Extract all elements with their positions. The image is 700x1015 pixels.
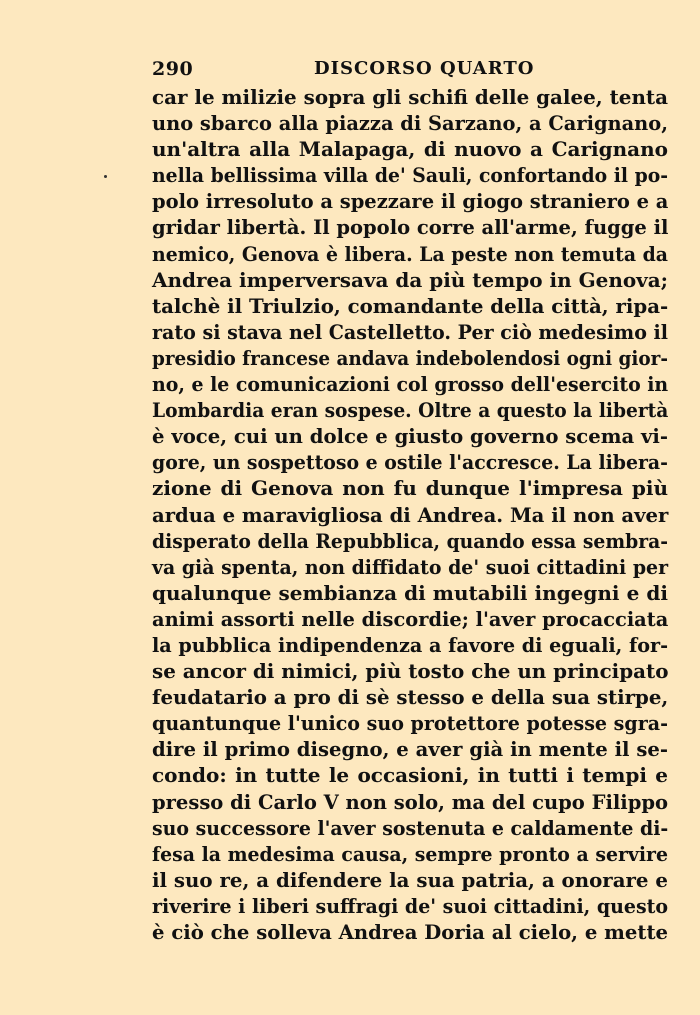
- text-line: car le milizie sopra gli schifi delle galee, tenta: [152, 85, 668, 109]
- margin-dot: [104, 175, 107, 178]
- page-header: [152, 58, 668, 86]
- text-line: suo successore l'aver sostenuta e caldamente di-: [152, 815, 669, 840]
- text-line: dire il primo disegno, e aver già in mente il se-: [152, 737, 669, 762]
- text-line: va già spenta, non diffidato de' suoi cittadini per: [152, 554, 669, 579]
- body-text: [152, 84, 668, 945]
- running-head: DISCORSO QUARTO: [314, 58, 535, 79]
- text-line: la pubblica indipendenza a favore di eguali, for-: [152, 632, 669, 657]
- text-line: gridar libertà. Il popolo corre all'arme, fugge il: [152, 215, 669, 240]
- text-line: nemico, Genova è libera. La peste non temuta da: [152, 241, 668, 266]
- text-line: no, e le comunicazioni col grosso dell'esercito in: [152, 372, 669, 397]
- text-line: il suo re, a difendere la sua patria, a onorare e: [152, 867, 668, 892]
- text-line: qualunque sembianza di mutabili ingegni e di: [152, 580, 668, 605]
- text-line: animi assorti nelle discordie; l'aver procacciata: [152, 606, 669, 631]
- text-line: gore, un sospettoso e ostile l'accresce. La libera-: [152, 450, 668, 475]
- text-line: è ciò che solleva Andrea Doria al cielo, e mette: [152, 920, 669, 944]
- text-line: Andrea imperversava da più tempo in Genova;: [152, 267, 669, 292]
- text-line: riverire i liberi suffragi de' suoi cittadini, questo: [152, 893, 669, 918]
- text-line: presso di Carlo V non solo, ma del cupo Filippo: [152, 789, 668, 814]
- text-line: condo: in tutte le occasioni, in tutti i tempi e: [152, 763, 668, 788]
- text-line: talchè il Triulzio, comandante della città, ripa-: [152, 293, 669, 318]
- text-line: se ancor di nimici, più tosto che un principato: [152, 659, 669, 684]
- text-line: è voce, cui un dolce e giusto governo scema vi-: [152, 424, 669, 449]
- text-line: un'altra alla Malapaga, di nuovo a Carignano: [152, 137, 668, 162]
- text-line: polo irresoluto a spezzare il giogo straniero e a: [152, 189, 669, 214]
- text-line: nella bellissima villa de' Sauli, confortando il po-: [152, 163, 669, 188]
- text-line: zione di Genova non fu dunque l'impresa più: [152, 476, 668, 501]
- text-line: rato si stava nel Castelletto. Per ciò medesimo il: [152, 319, 668, 344]
- text-line: ardua e maravigliosa di Andrea. Ma il non aver: [152, 502, 669, 527]
- text-line: quantunque l'unico suo protettore potesse sgra-: [152, 711, 668, 736]
- text-line: uno sbarco alla piazza di Sarzano, a Carignano,: [152, 111, 668, 136]
- text-line: Lombardia eran sospese. Oltre a questo la libertà: [152, 398, 669, 423]
- page-number: 290: [152, 58, 194, 80]
- text-line: presidio francese andava indebolendosi ogni gior-: [152, 345, 669, 370]
- text-line: disperato della Repubblica, quando essa sembra-: [152, 528, 669, 553]
- text-line: fesa la medesima causa, sempre pronto a servire: [152, 841, 668, 866]
- text-line: feudatario a pro di sè stesso e della sua stirpe,: [152, 685, 669, 710]
